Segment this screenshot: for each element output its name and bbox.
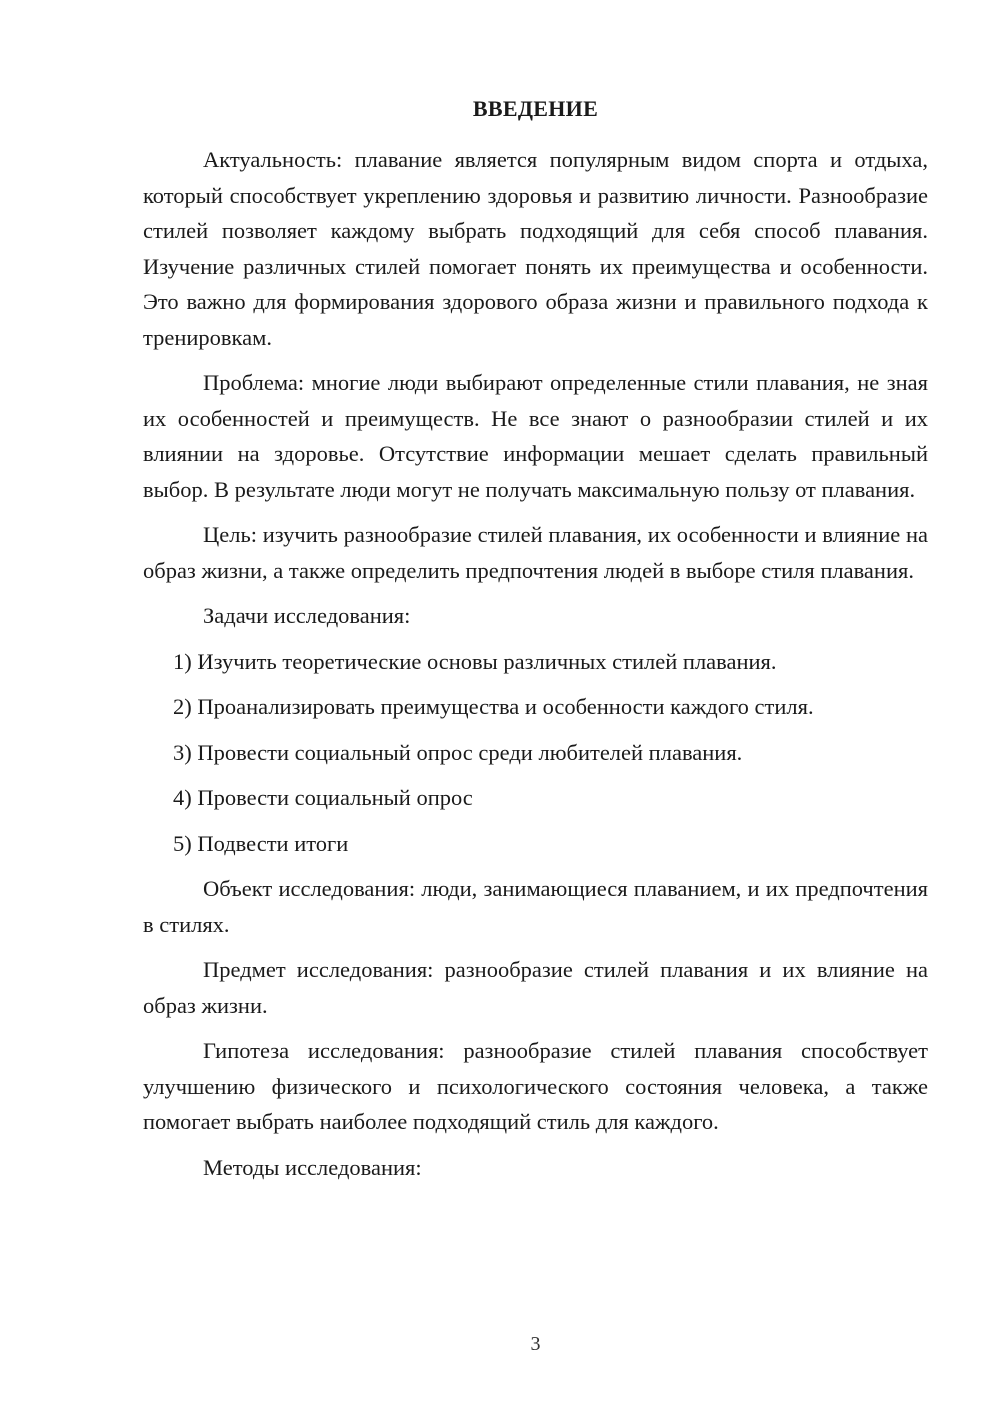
goal-paragraph: Цель: изучить разнообразие стилей плавания, их особенности и влияние на образ жизни, а также определить предпочтения людей в выборе стиля плавания. — [143, 522, 928, 583]
task-item: 3) Провести социальный опрос среди любителей плавания. — [173, 739, 743, 765]
task-item: 1) Изучить теоретические основы различных стилей плавания. — [173, 648, 777, 674]
task-item: 2) Проанализировать преимущества и особенности каждого стиля. — [173, 694, 814, 719]
subject-paragraph: Предмет исследования: разнообразие стилей плавания и их влияние на образ жизни. — [143, 957, 928, 1018]
tasks-heading: Задачи исследования: — [203, 603, 411, 628]
methods-heading: Методы исследования: — [203, 1154, 422, 1180]
section-title: ВВЕДЕНИЕ — [472, 96, 599, 121]
task-item: 4) Провести социальный опрос — [173, 785, 473, 810]
relevance-paragraph: Актуальность: плавание является популярным видом спорта и отдыха, который способствует укреплению здоровья и развитию личности. Разнообразие стилей позволяет каждому выбрать подходящий для себя способ плавания. Изучение различных стилей помогает понять их преимущества и особенности. Это важно для формирования здорового образа жизни и правильного подхода к тренировкам. — [143, 147, 928, 350]
tasks-list — [143, 644, 928, 862]
page-number: 3 — [530, 1333, 541, 1355]
problem-paragraph: Проблема: многие люди выбирают определенные стили плавания, не зная их особенностей и преимуществ. Не все знают о разнообразии стилей и их влиянии на здоровье. Отсутствие информации мешает сделать правильный выбор. В результате люди могут не получать максимальную пользу от плавания. — [143, 370, 928, 502]
document-page — [143, 92, 928, 1195]
task-item: 5) Подвести итоги — [173, 830, 349, 856]
hypothesis-paragraph: Гипотеза исследования: разнообразие стилей плавания способствует улучшению физического и психологического состояния человека, а также помогает выбрать наиболее подходящий стиль для каждого. — [143, 1038, 928, 1134]
object-paragraph: Объект исследования: люди, занимающиеся плаванием, и их предпочтения в стилях. — [143, 876, 928, 937]
